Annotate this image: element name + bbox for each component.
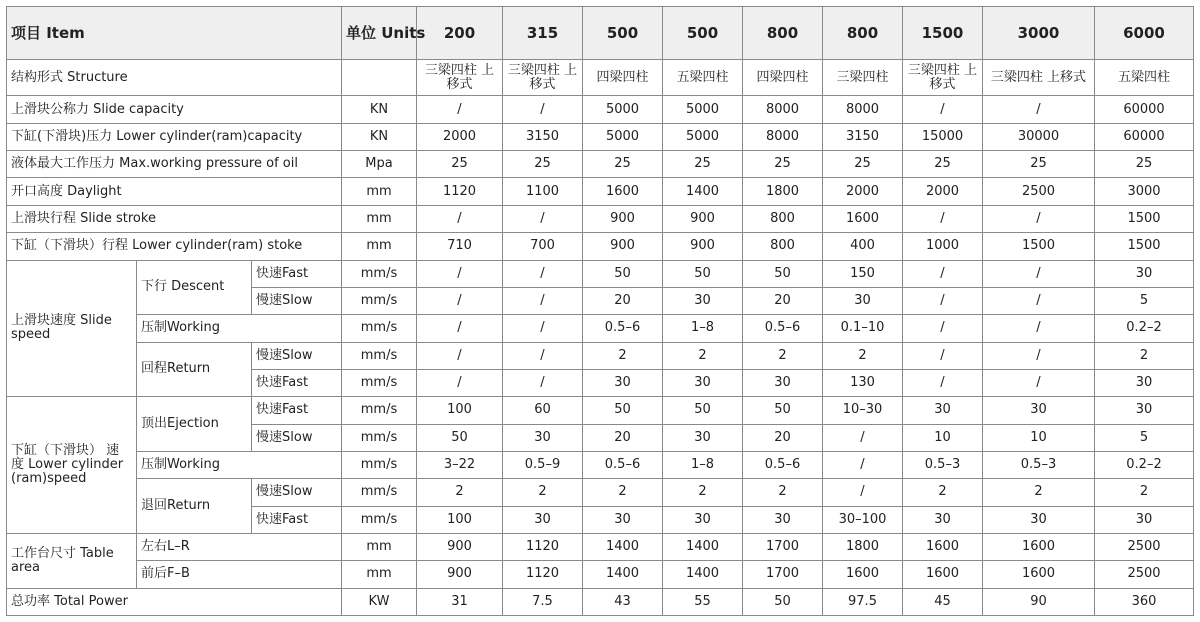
table-row	[7, 315, 1194, 342]
value-cell: 2000	[903, 178, 983, 205]
value-cell: /	[823, 451, 903, 478]
unit-cell: mm/s	[342, 342, 417, 369]
value-cell: 90	[983, 588, 1095, 615]
value-cell: 50	[583, 397, 663, 424]
value-cell: 0.5–3	[903, 451, 983, 478]
value-cell: 0.5–6	[583, 315, 663, 342]
value-cell: 0.5–9	[503, 451, 583, 478]
value-cell: /	[823, 479, 903, 506]
unit-cell	[342, 60, 417, 96]
value-cell: 30	[503, 506, 583, 533]
header-model: 1500	[903, 7, 983, 60]
speed-label: 快速Fast	[252, 369, 342, 396]
value-cell: 10–30	[823, 397, 903, 424]
value-cell: 1–8	[663, 451, 743, 478]
table-row	[7, 533, 1194, 560]
header-model: 200	[417, 7, 503, 60]
value-cell: 700	[503, 233, 583, 260]
spec-table	[6, 6, 1194, 616]
value-cell: /	[983, 205, 1095, 232]
value-cell: 50	[583, 260, 663, 287]
value-cell: /	[983, 260, 1095, 287]
sub-label: 前后F–B	[137, 561, 342, 588]
value-cell: 50	[417, 424, 503, 451]
value-cell: 2	[1095, 479, 1194, 506]
sub-label: 回程Return	[137, 342, 252, 397]
value-cell: 1000	[903, 233, 983, 260]
speed-label: 慢速Slow	[252, 479, 342, 506]
unit-cell: mm/s	[342, 506, 417, 533]
value-cell: 30	[823, 287, 903, 314]
sub-label: 压制Working	[137, 451, 342, 478]
value-cell: /	[417, 369, 503, 396]
value-cell: 100	[417, 397, 503, 424]
value-cell: 10	[983, 424, 1095, 451]
value-cell: 25	[903, 151, 983, 178]
unit-cell: mm/s	[342, 287, 417, 314]
value-cell: /	[903, 287, 983, 314]
table-row	[7, 233, 1194, 260]
value-cell: 2	[663, 342, 743, 369]
value-cell: 25	[1095, 151, 1194, 178]
table-row	[7, 96, 1194, 123]
value-cell: 30	[1095, 506, 1194, 533]
row-label: 上滑块行程 Slide stroke	[7, 205, 342, 232]
value-cell: 30	[983, 397, 1095, 424]
value-cell: 2500	[983, 178, 1095, 205]
value-cell: 400	[823, 233, 903, 260]
unit-cell: Mpa	[342, 151, 417, 178]
value-cell: /	[983, 342, 1095, 369]
sub-label: 退回Return	[137, 479, 252, 534]
value-cell: /	[503, 369, 583, 396]
header-item: 项目 Item	[7, 7, 342, 60]
table-body	[7, 60, 1194, 616]
value-cell: 2	[903, 479, 983, 506]
value-cell: 1600	[823, 561, 903, 588]
value-cell: 1400	[663, 561, 743, 588]
value-cell: 360	[1095, 588, 1194, 615]
value-cell: 60000	[1095, 96, 1194, 123]
value-cell: 20	[583, 287, 663, 314]
value-cell: 0.1–10	[823, 315, 903, 342]
value-cell: 三梁四柱	[823, 60, 903, 96]
unit-cell: mm/s	[342, 369, 417, 396]
value-cell: 2	[823, 342, 903, 369]
value-cell: 5000	[663, 96, 743, 123]
value-cell: 15000	[903, 123, 983, 150]
value-cell: 7.5	[503, 588, 583, 615]
value-cell: /	[903, 342, 983, 369]
value-cell: 900	[583, 233, 663, 260]
value-cell: 5000	[583, 96, 663, 123]
value-cell: 2	[983, 479, 1095, 506]
value-cell: 30	[503, 424, 583, 451]
table-row	[7, 561, 1194, 588]
value-cell: 25	[743, 151, 823, 178]
value-cell: /	[903, 369, 983, 396]
header-units: 单位 Units	[342, 7, 417, 60]
value-cell: 1–8	[663, 315, 743, 342]
header-model: 3000	[983, 7, 1095, 60]
sub-label: 下行 Descent	[137, 260, 252, 315]
value-cell: 31	[417, 588, 503, 615]
header-model: 6000	[1095, 7, 1194, 60]
unit-cell: mm/s	[342, 451, 417, 478]
value-cell: 1700	[743, 561, 823, 588]
value-cell: 800	[743, 205, 823, 232]
value-cell: /	[417, 260, 503, 287]
unit-cell: mm/s	[342, 397, 417, 424]
value-cell: 0.5–6	[743, 451, 823, 478]
unit-cell: mm	[342, 561, 417, 588]
value-cell: /	[503, 342, 583, 369]
value-cell: 1600	[903, 533, 983, 560]
value-cell: 2	[743, 342, 823, 369]
value-cell: 1600	[583, 178, 663, 205]
speed-label: 快速Fast	[252, 397, 342, 424]
value-cell: /	[903, 315, 983, 342]
value-cell: /	[823, 424, 903, 451]
value-cell: 900	[663, 233, 743, 260]
table-row	[7, 479, 1194, 506]
value-cell: 25	[823, 151, 903, 178]
value-cell: 2000	[417, 123, 503, 150]
value-cell: 800	[743, 233, 823, 260]
value-cell: 30000	[983, 123, 1095, 150]
value-cell: 900	[663, 205, 743, 232]
table-row	[7, 397, 1194, 424]
value-cell: 四梁四柱	[583, 60, 663, 96]
value-cell: 55	[663, 588, 743, 615]
value-cell: 30	[1095, 369, 1194, 396]
unit-cell: mm/s	[342, 424, 417, 451]
sub-label: 左右L–R	[137, 533, 342, 560]
group-label: 下缸（下滑块） 速度 Lower cylinder (ram)speed	[7, 397, 137, 534]
value-cell: 1700	[743, 533, 823, 560]
row-label: 结构形式 Structure	[7, 60, 342, 96]
value-cell: 900	[417, 533, 503, 560]
sub-label: 压制Working	[137, 315, 342, 342]
value-cell: /	[417, 287, 503, 314]
value-cell: /	[983, 96, 1095, 123]
value-cell: 25	[663, 151, 743, 178]
value-cell: 四梁四柱	[743, 60, 823, 96]
value-cell: 100	[417, 506, 503, 533]
row-label: 上滑块公称力 Slide capacity	[7, 96, 342, 123]
value-cell: 2000	[823, 178, 903, 205]
value-cell: 30	[663, 287, 743, 314]
table-row	[7, 451, 1194, 478]
value-cell: 3000	[1095, 178, 1194, 205]
row-label: 下缸（下滑块）行程 Lower cylinder(ram) stoke	[7, 233, 342, 260]
value-cell: /	[417, 205, 503, 232]
value-cell: 0.2–2	[1095, 451, 1194, 478]
value-cell: 130	[823, 369, 903, 396]
value-cell: 45	[903, 588, 983, 615]
value-cell: 三梁四柱 上移式	[503, 60, 583, 96]
value-cell: 30	[583, 369, 663, 396]
table-row	[7, 260, 1194, 287]
value-cell: 43	[583, 588, 663, 615]
row-label: 总功率 Total Power	[7, 588, 342, 615]
table-row	[7, 342, 1194, 369]
value-cell: 2	[743, 479, 823, 506]
unit-cell: mm/s	[342, 260, 417, 287]
value-cell: 30–100	[823, 506, 903, 533]
value-cell: 900	[583, 205, 663, 232]
speed-label: 慢速Slow	[252, 424, 342, 451]
value-cell: 60	[503, 397, 583, 424]
value-cell: 0.5–3	[983, 451, 1095, 478]
table-row	[7, 123, 1194, 150]
value-cell: 50	[663, 397, 743, 424]
value-cell: 1400	[663, 533, 743, 560]
value-cell: /	[503, 315, 583, 342]
value-cell: 3150	[503, 123, 583, 150]
value-cell: 三梁四柱 上移式	[983, 60, 1095, 96]
value-cell: 150	[823, 260, 903, 287]
table-row	[7, 60, 1194, 96]
value-cell: 1500	[1095, 205, 1194, 232]
table-header	[7, 7, 1194, 60]
value-cell: 30	[903, 506, 983, 533]
value-cell: 1400	[663, 178, 743, 205]
value-cell: 1120	[503, 533, 583, 560]
value-cell: 3–22	[417, 451, 503, 478]
value-cell: 1800	[823, 533, 903, 560]
speed-label: 慢速Slow	[252, 287, 342, 314]
value-cell: 5	[1095, 424, 1194, 451]
value-cell: 1100	[503, 178, 583, 205]
value-cell: 0.2–2	[1095, 315, 1194, 342]
value-cell: /	[503, 205, 583, 232]
value-cell: 25	[983, 151, 1095, 178]
value-cell: /	[983, 369, 1095, 396]
value-cell: 2500	[1095, 561, 1194, 588]
value-cell: 1120	[503, 561, 583, 588]
value-cell: 三梁四柱 上移式	[417, 60, 503, 96]
value-cell: 25	[503, 151, 583, 178]
sub-label: 顶出Ejection	[137, 397, 252, 452]
value-cell: 8000	[823, 96, 903, 123]
unit-cell: mm	[342, 178, 417, 205]
value-cell: 60000	[1095, 123, 1194, 150]
table-row	[7, 178, 1194, 205]
group-label: 工作台尺寸 Table area	[7, 533, 137, 588]
value-cell: 8000	[743, 123, 823, 150]
value-cell: 1600	[983, 533, 1095, 560]
value-cell: 1400	[583, 533, 663, 560]
unit-cell: mm/s	[342, 315, 417, 342]
value-cell: 8000	[743, 96, 823, 123]
value-cell: /	[903, 205, 983, 232]
value-cell: 0.5–6	[743, 315, 823, 342]
header-model: 315	[503, 7, 583, 60]
value-cell: 30	[663, 369, 743, 396]
value-cell: 25	[583, 151, 663, 178]
unit-cell: mm	[342, 205, 417, 232]
value-cell: /	[983, 315, 1095, 342]
value-cell: 20	[583, 424, 663, 451]
header-row	[7, 7, 1194, 60]
value-cell: 50	[743, 397, 823, 424]
value-cell: /	[903, 260, 983, 287]
value-cell: 五梁四柱	[663, 60, 743, 96]
value-cell: 20	[743, 424, 823, 451]
value-cell: 30	[743, 506, 823, 533]
value-cell: 50	[743, 588, 823, 615]
table-row	[7, 151, 1194, 178]
header-model: 800	[743, 7, 823, 60]
value-cell: 2	[663, 479, 743, 506]
value-cell: /	[417, 342, 503, 369]
value-cell: 50	[663, 260, 743, 287]
unit-cell: mm	[342, 533, 417, 560]
unit-cell: mm	[342, 233, 417, 260]
value-cell: 2	[1095, 342, 1194, 369]
value-cell: /	[983, 287, 1095, 314]
value-cell: /	[417, 315, 503, 342]
value-cell: /	[903, 96, 983, 123]
row-label: 液体最大工作压力 Max.working pressure of oil	[7, 151, 342, 178]
group-label: 上滑块速度 Slide speed	[7, 260, 137, 397]
value-cell: 0.5–6	[583, 451, 663, 478]
value-cell: 3150	[823, 123, 903, 150]
value-cell: 1500	[1095, 233, 1194, 260]
value-cell: 1600	[903, 561, 983, 588]
unit-cell: KN	[342, 96, 417, 123]
value-cell: 1400	[583, 561, 663, 588]
value-cell: 710	[417, 233, 503, 260]
value-cell: 30	[983, 506, 1095, 533]
header-model: 800	[823, 7, 903, 60]
value-cell: 900	[417, 561, 503, 588]
value-cell: 五梁四柱	[1095, 60, 1194, 96]
value-cell: 30	[663, 506, 743, 533]
table-row	[7, 588, 1194, 615]
value-cell: 30	[1095, 397, 1194, 424]
value-cell: 2	[503, 479, 583, 506]
row-label: 下缸(下滑块)压力 Lower cylinder(ram)capacity	[7, 123, 342, 150]
value-cell: 2	[417, 479, 503, 506]
value-cell: 97.5	[823, 588, 903, 615]
value-cell: 1120	[417, 178, 503, 205]
value-cell: 30	[663, 424, 743, 451]
value-cell: 10	[903, 424, 983, 451]
value-cell: /	[503, 260, 583, 287]
value-cell: 30	[1095, 260, 1194, 287]
unit-cell: KN	[342, 123, 417, 150]
value-cell: 1600	[823, 205, 903, 232]
value-cell: /	[503, 96, 583, 123]
value-cell: 5000	[583, 123, 663, 150]
value-cell: 20	[743, 287, 823, 314]
value-cell: 2	[583, 479, 663, 506]
header-model: 500	[663, 7, 743, 60]
value-cell: 1800	[743, 178, 823, 205]
value-cell: 30	[743, 369, 823, 396]
speed-label: 快速Fast	[252, 260, 342, 287]
value-cell: 5	[1095, 287, 1194, 314]
row-label: 开口高度 Daylight	[7, 178, 342, 205]
value-cell: 1500	[983, 233, 1095, 260]
table-row	[7, 205, 1194, 232]
value-cell: 2	[583, 342, 663, 369]
value-cell: 25	[417, 151, 503, 178]
value-cell: 三梁四柱 上移式	[903, 60, 983, 96]
value-cell: 5000	[663, 123, 743, 150]
header-model: 500	[583, 7, 663, 60]
value-cell: 50	[743, 260, 823, 287]
value-cell: /	[503, 287, 583, 314]
speed-label: 慢速Slow	[252, 342, 342, 369]
unit-cell: KW	[342, 588, 417, 615]
unit-cell: mm/s	[342, 479, 417, 506]
value-cell: 1600	[983, 561, 1095, 588]
speed-label: 快速Fast	[252, 506, 342, 533]
value-cell: 30	[583, 506, 663, 533]
value-cell: 2500	[1095, 533, 1194, 560]
value-cell: 30	[903, 397, 983, 424]
value-cell: /	[417, 96, 503, 123]
